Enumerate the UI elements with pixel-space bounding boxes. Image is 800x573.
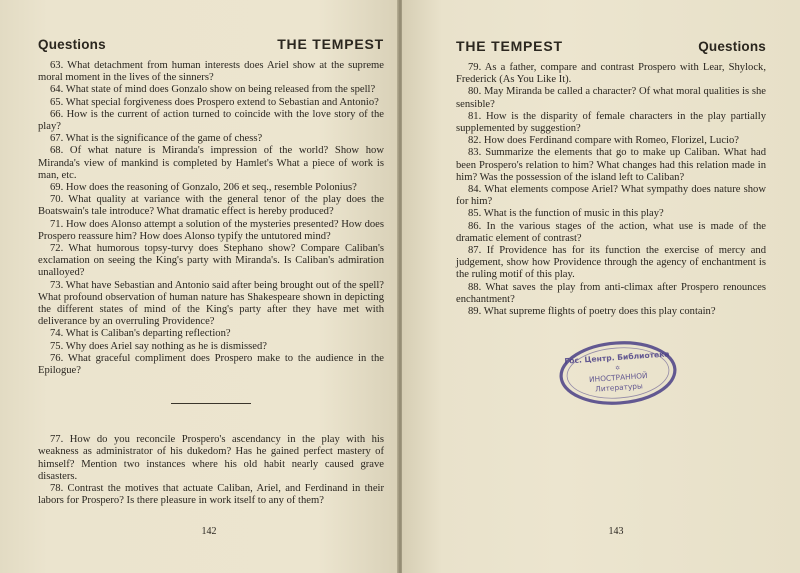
question-66: 66. How is the current of action turned to coincide with the love story of the play? [38,108,384,133]
question-80: 80. May Miranda be called a character? Of what moral qualities is she sensible? [456,86,766,110]
question-85: 85. What is the function of music in this play? [468,208,664,220]
question-78: 78. Contrast the motives that actuate Caliban, Ariel, and Ferdinand in their labors for Prospero? Is there pleasure in work itself to any of them? [38,483,384,507]
question-76: 76. What graceful compliment does Prospero make to the audience in the Epilogue? [38,352,384,377]
left-header-section: Questions [38,37,106,52]
section-divider [171,403,251,404]
stamp-line-2: ИНОСТРАННОЙ [588,370,648,385]
question-72: 72. What humorous topsy-turvy does Stephano show? Compare Caliban's exclamation on seeing the King's party with Miranda's. Is Caliban's admiration unalloyed? [38,243,384,279]
question-84: 84. What elements compose Ariel? What sympathy does nature show for him? [456,184,766,208]
question-69: 69. How does the reasoning of Gonzalo, 206 et seq., resemble Polonius? [50,182,357,194]
left-questions-top [38,60,384,377]
question-71: 71. How does Alonso attempt a solution of the mysteries presented? How does Prospero reassure him? How does Alonso typify the untutored mind? [38,218,384,242]
left-header-title: THE TEMPEST [277,36,384,52]
question-73: 73. What have Sebastian and Antonio said after being brought out of the spell? What profound observation of human nature has Shakespeare shown in depicting the different states of mind of the King's party after they have met with deliverance by an overruling Providence? [38,279,384,328]
question-70: 70. What quality at variance with the general tenor of the play does the Boatswain's tale introduce? What dramatic effect is hereby produced? [38,194,384,218]
question-81: 81. How is the disparity of female characters in the play partially supplemented by suggestion? [456,110,766,135]
stamp-star-icon: ✡ [614,364,621,373]
question-75: 75. Why does Ariel say nothing as he is dismissed? [50,340,267,352]
right-page [402,0,800,573]
question-87: 87. If Providence has for its function the exercise of mercy and judgement, show how Providence through the agency of enchantment is the ruling motif of this play. [456,245,766,281]
question-79: 79. As a father, compare and contrast Prospero with Lear, Shylock, Frederick (As You Like It). [456,62,766,86]
question-77: 77. How do you reconcile Prospero's ascendancy in the play with his weakness as administrator of his dukedom? Has he gained perfect mastery of himself? Mention two instances where his old habit nearly caused grave disasters. [38,434,384,482]
library-stamp [556,336,680,410]
question-83: 83. Summarize the elements that go to make up Caliban. What had been Prospero's relation to him? What changes had this relation made in him? Was the possession of the island left to Caliban? [456,147,766,183]
right-running-header [456,38,766,54]
left-page-number: 142 [201,526,217,537]
right-questions [456,62,766,318]
question-63: 63. What detachment from human interests does Ariel show at the supreme moral moment in the lives of the sinners? [38,60,384,84]
question-67: 67. What is the significance of the game of chess? [50,133,263,145]
right-header-section: Questions [698,39,766,54]
question-82: 82. How does Ferdinand compare with Romeo, Florizel, Lucio? [468,135,739,147]
question-74: 74. What is Caliban's departing reflection? [50,328,231,340]
stamp-line-3: Литературы [594,381,644,394]
left-page [0,0,398,573]
left-running-header [38,36,384,52]
question-89: 89. What supreme flights of poetry does this play contain? [468,306,716,318]
right-header-title: THE TEMPEST [456,38,563,54]
question-65: 65. What special forgiveness does Prospero extend to Sebastian and Antonio? [50,96,379,108]
question-86: 86. In the various stages of the action, what use is made of the dramatic element of contrast? [456,220,766,244]
question-88: 88. What saves the play from anti-climax after Prospero renounces enchantment? [456,281,766,305]
question-64: 64. What state of mind does Gonzalo show on being released from the spell? [50,84,376,96]
question-68: 68. Of what nature is Miranda's impression of the world? Show how Miranda's view of mankind is completed by Hamlet's What a piece of work is man, etc. [38,145,384,181]
stamp-line-1: Гос. Центр. Библиотека [564,349,670,366]
right-page-number: 143 [608,526,624,537]
left-questions-bottom [38,434,384,507]
